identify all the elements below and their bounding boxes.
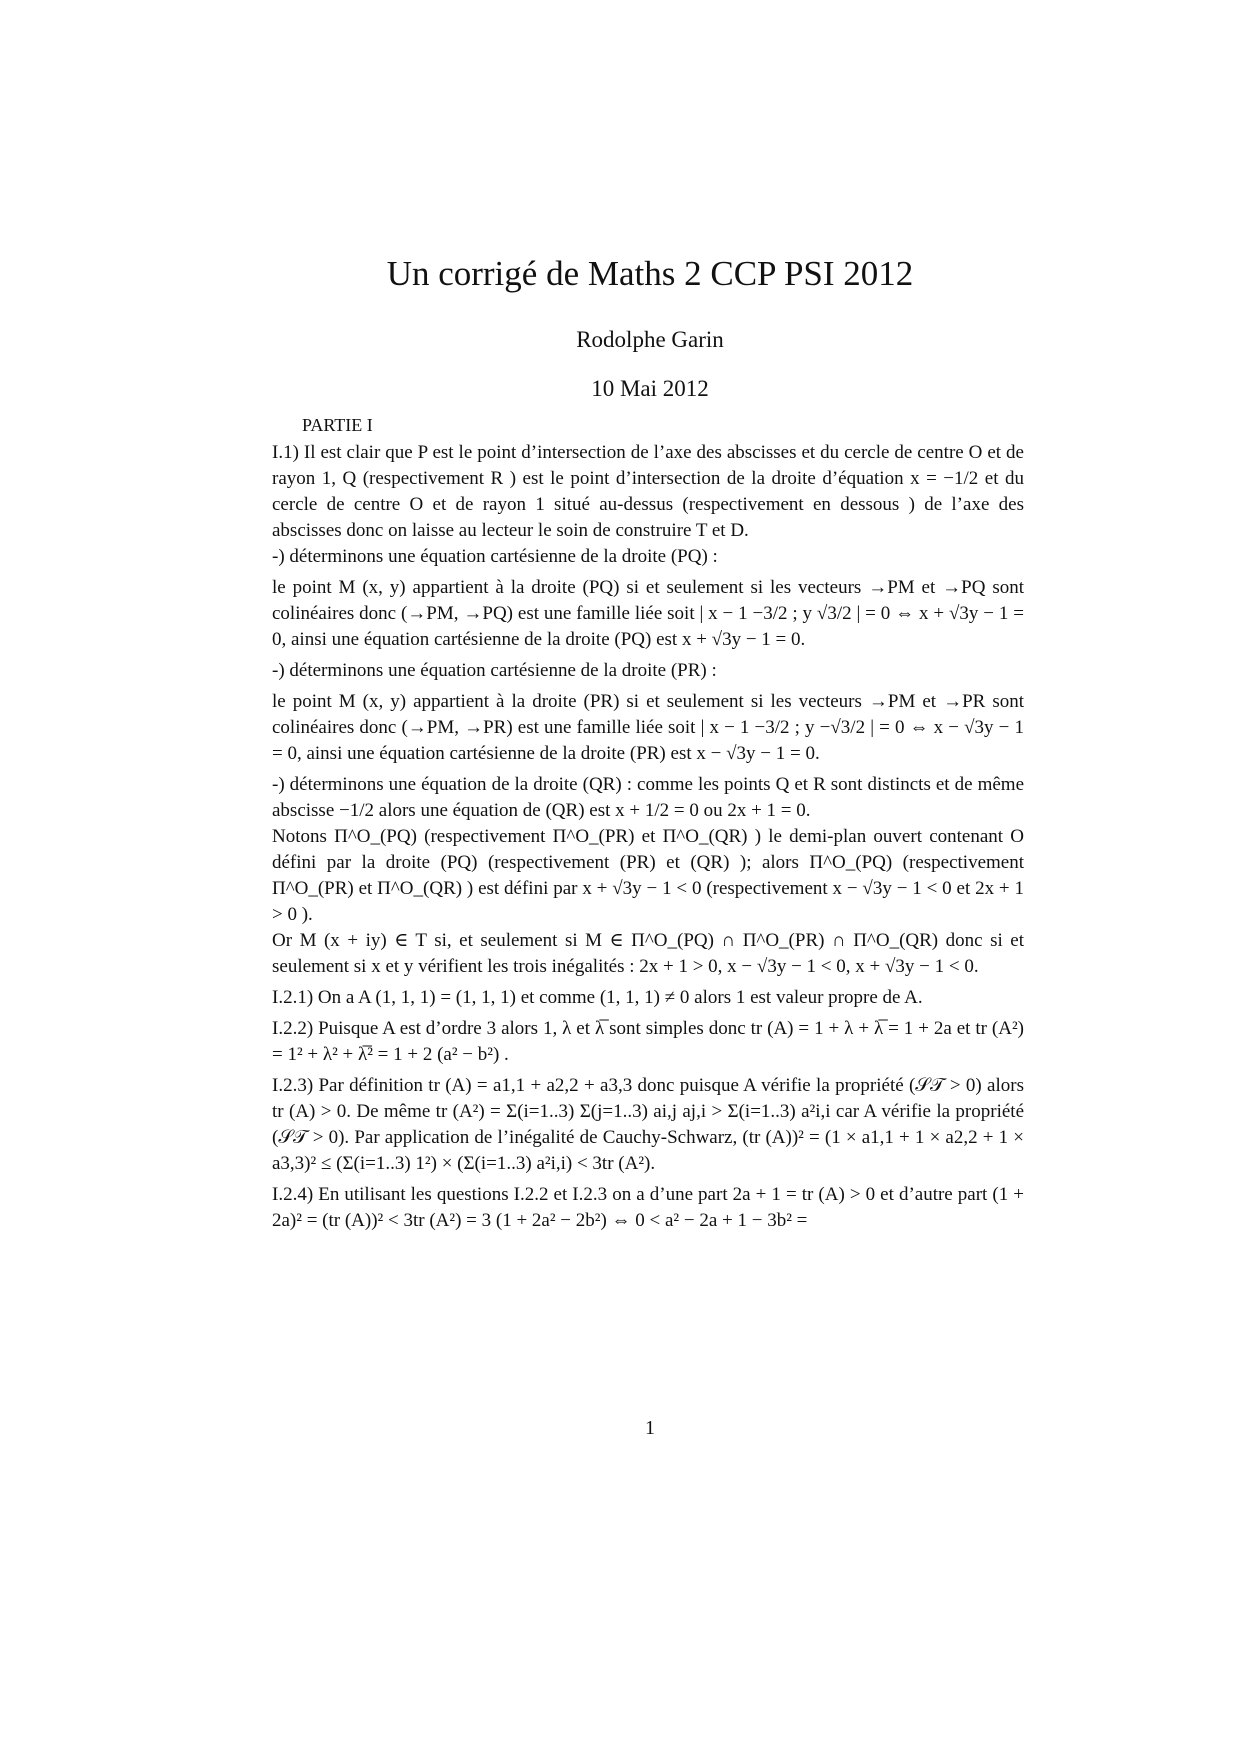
paragraph-i1: I.1) Il est clair que P est le point d’intersection de l’axe des abscisses et du cercle de centre O et de rayon 1, Q (respectivement R ) est le point d’intersection de la droite d’équation x = −1/2 et du cercle de centre O et de rayon 1 situé au-dessus (respectivement en dessous ) de l’axe des abscisses donc on laisse au lecteur le soin de construire T et D. [272, 442, 1024, 541]
paragraph-half-planes: Notons Π^O_(PQ) (respectivement Π^O_(PR) et Π^O_(QR) ) le demi-plan ouvert contenant O défini par la droite (PQ) (respectivement (PR) et (QR) ); alors Π^O_(PQ) (respectivement Π^O_(PR) et Π^O_(QR) ) est défini par x + √3y − 1 < 0 (respectivement x − √3y − 1 < 0 et 2x + 1 > 0 ). [272, 826, 1024, 925]
paragraph-i21: I.2.1) On a A (1, 1, 1) = (1, 1, 1) et comme (1, 1, 1) ≠ 0 alors 1 est valeur propre de A. [272, 987, 923, 1008]
paragraph-i23: I.2.3) Par définition tr (A) = a1,1 + a2,2 + a3,3 donc puisque A vérifie la propriété (𝒮𝒯 > 0) alors tr (A) > 0. De même tr (A²) = Σ(i=1..3) Σ(j=1..3) ai,j aj,i > Σ(i=1..3) a²i,i car A vérifie la propriété (𝒮𝒯 > 0). Par application de l’inégalité de Cauchy-Schwarz, (tr (A))² = (1 × a1,1 + 1 × a2,2 + 1 × a3,3)² ≤ (Σ(i=1..3) 1²) × (Σ(i=1..3) a²i,i) < 3tr (A²). [272, 1075, 1024, 1174]
page-number: 1 [645, 1417, 655, 1439]
part-heading: PARTIE I [302, 415, 373, 435]
document-title: Un corrigé de Maths 2 CCP PSI 2012 [386, 254, 914, 293]
document-author: Rodolphe Garin [576, 327, 724, 352]
document-body [272, 412, 1024, 1234]
paragraph-pq-equation: le point M (x, y) appartient à la droite (PQ) si et seulement si les vecteurs →PM et →PQ sont colinéaires donc (→PM, →PQ) est une famille liée soit | x − 1 −3/2 ; y √3/2 | = 0 ⇔ x + √3y − 1 = 0, ainsi une équation cartésienne de la droite (PQ) est x + √3y − 1 = 0. [272, 577, 1024, 650]
paragraph-i22: I.2.2) Puisque A est d’ordre 3 alors 1, λ et λ̅ sont simples donc tr (A) = 1 + λ + λ̅ = 1 + 2a et tr (A²) = 1² + λ² + λ̅² = 1 + 2 (a² − b²) . [272, 1018, 1024, 1065]
paragraph-pr-heading: -) déterminons une équation cartésienne de la droite (PR) : [272, 660, 717, 681]
document-date: 10 Mai 2012 [591, 376, 709, 401]
paragraph-i24: I.2.4) En utilisant les questions I.2.2 et I.2.3 on a d’une part 2a + 1 = tr (A) > 0 et d’autre part (1 + 2a)² = (tr (A))² < 3tr (A²) = 3 (1 + 2a² − 2b²) ⇔ 0 < a² − 2a + 1 − 3b² = [272, 1184, 1024, 1231]
paragraph-pq-heading: -) déterminons une équation cartésienne de la droite (PQ) : [272, 546, 718, 567]
paragraph-pr-equation: le point M (x, y) appartient à la droite (PR) si et seulement si les vecteurs →PM et →PR sont colinéaires donc (→PM, →PR) est une famille liée soit | x − 1 −3/2 ; y −√3/2 | = 0 ⇔ x − √3y − 1 = 0, ainsi une équation cartésienne de la droite (PR) est x − √3y − 1 = 0. [272, 691, 1024, 764]
paragraph-qr-equation: -) déterminons une équation de la droite (QR) : comme les points Q et R sont distincts et de même abscisse −1/2 alors une équation de (QR) est x + 1/2 = 0 ou 2x + 1 = 0. [272, 774, 1024, 821]
paragraph-inequalities: Or M (x + iy) ∈ T si, et seulement si M ∈ Π^O_(PQ) ∩ Π^O_(PR) ∩ Π^O_(QR) donc si et seulement si x et y vérifient les trois inégalités : 2x + 1 > 0, x − √3y − 1 < 0, x + √3y − 1 < 0. [272, 930, 1024, 977]
